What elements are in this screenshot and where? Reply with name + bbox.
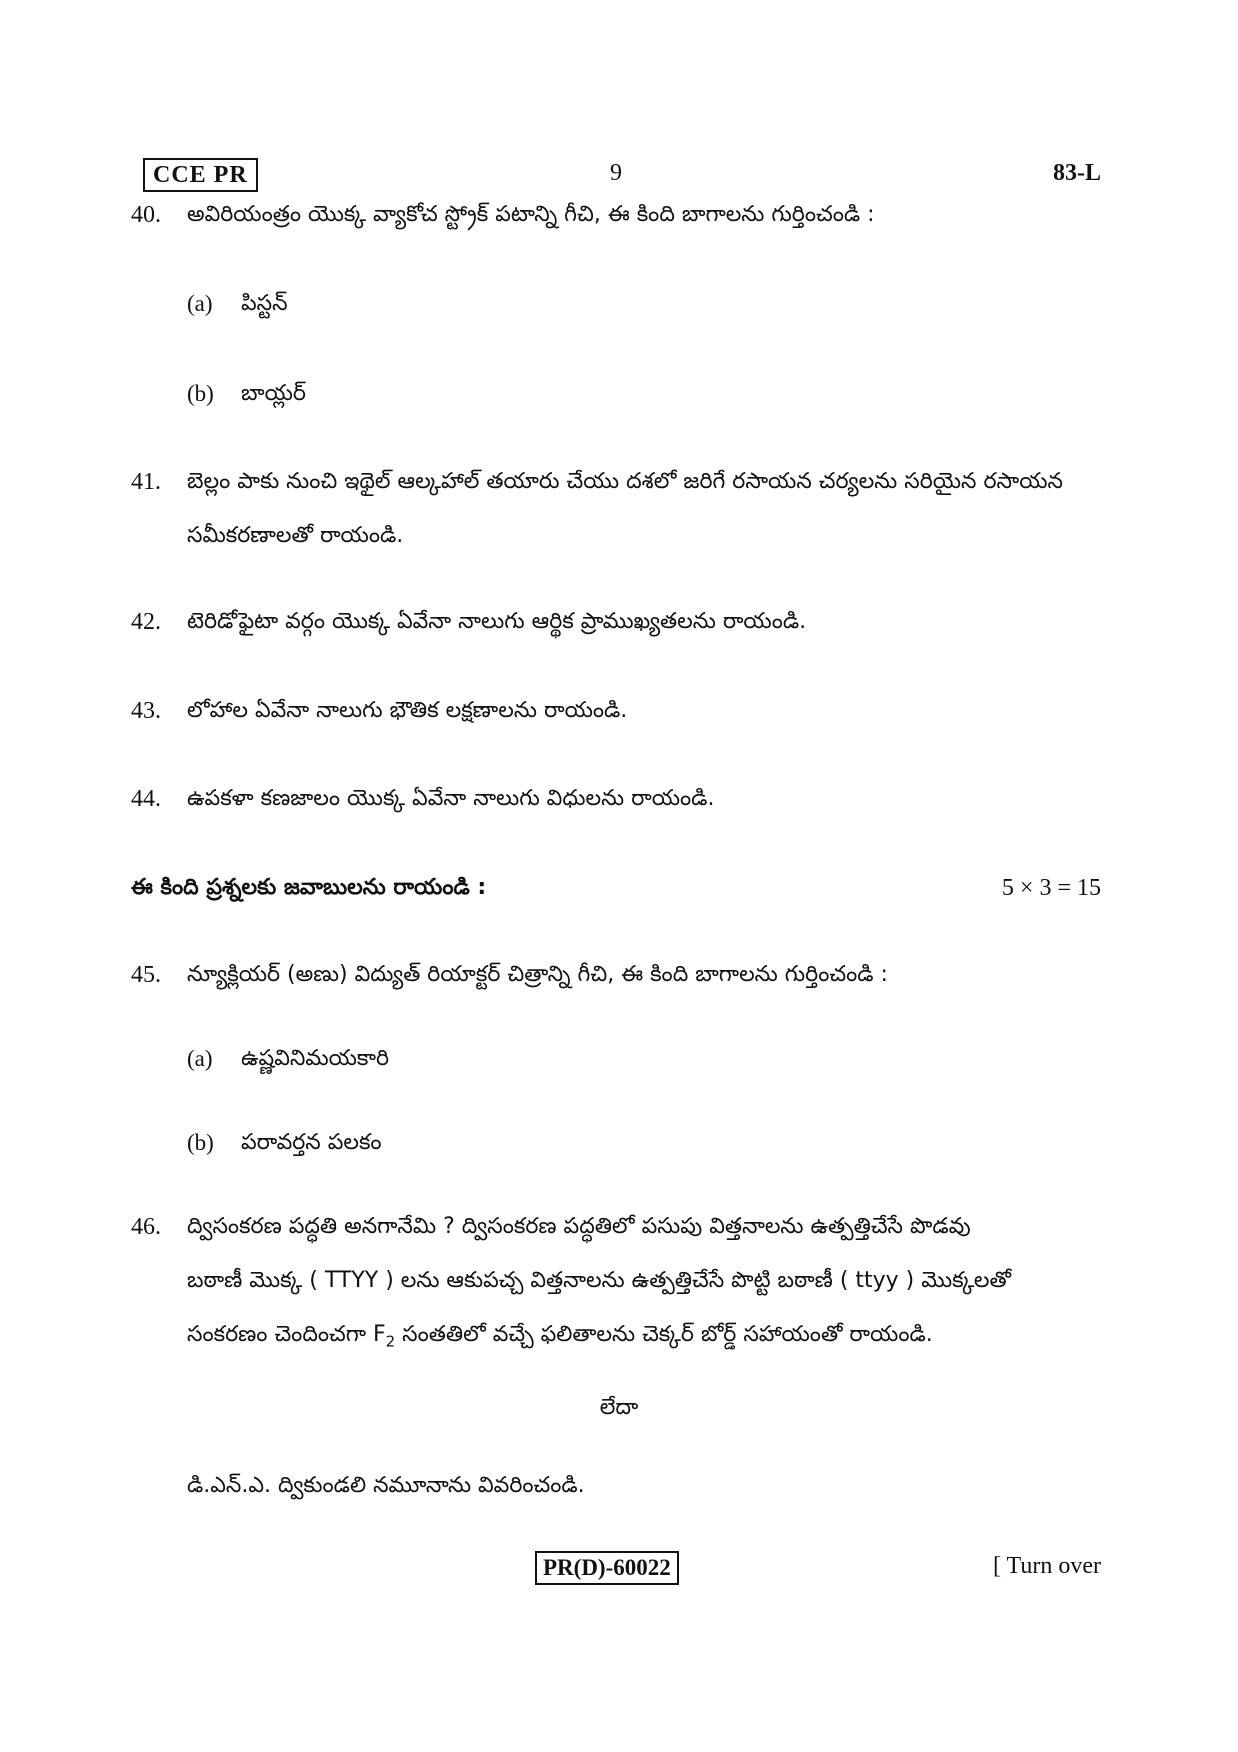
section-marks: 5 × 3 = 15 — [1001, 875, 1101, 901]
question-45-part-a-text: ఉష్ణవినిమయకారి — [241, 1046, 390, 1071]
page-number: 9 — [610, 160, 622, 186]
question-41-text: బెల్లం పాకు నుంచి ఇథైల్ ఆల్కహాల్ తయారు చేయు దశలో జరిగే రసాయన చర్యలను సరియైన రసాయన సమీకరణాలతో రాయండి. — [187, 469, 1063, 548]
section-instruction: ఈ కింది ప్రశ్నలకు జవాబులను రాయండి : — [131, 875, 487, 900]
question-42-number: 42. — [131, 609, 161, 635]
question-45-part-b-label: (b) — [187, 1130, 214, 1155]
question-42-text: టెరిడోఫైటా వర్గం యొక్క ఏవేనా నాలుగు ఆర్థిక ప్రాముఖ్యతలను రాయండి. — [187, 609, 807, 634]
question-46-line-3 — [187, 1318, 933, 1358]
question-40-number: 40. — [131, 202, 161, 228]
question-45-number: 45. — [131, 962, 161, 988]
question-46-alternative: డి.ఎన్.ఎ. ద్వికుండలి నమూనాను వివరించండి. — [187, 1473, 585, 1498]
question-40-part-b-label: (b) — [187, 381, 214, 406]
paper-code: 83-L — [1053, 160, 1101, 186]
question-43-number: 43. — [131, 698, 161, 724]
question-40-text: అవిరియంత్రం యొక్క వ్యాకోచ స్ట్రోక్ పటాన్ని గీచి, ఈ కింది బాగాలను గుర్తించండి : — [187, 202, 875, 227]
question-45-text: న్యూక్లియర్ (అణు) విద్యుత్ రియాక్టర్ చిత్రాన్ని గీచి, ఈ కింది బాగాలను గుర్తించండి : — [187, 962, 888, 987]
question-40-part-b-text: బాయ్లర్ — [241, 381, 306, 406]
question-40-part-a-text: పిస్టన్ — [241, 291, 288, 316]
question-46-f-subscript: 2 — [385, 1332, 396, 1351]
question-46-line-3-post: సంతతిలో వచ్చే ఫలితాలను చెక్కర్ బోర్డ్ సహాయంతో రాయండి. — [395, 1322, 933, 1347]
question-45-part-a-label: (a) — [187, 1046, 213, 1071]
turn-over-label: [ Turn over — [992, 1553, 1101, 1579]
question-46-line-2: బఠాణీ మొక్క ( TTYY ) లను ఆకుపచ్చ విత్తనాలను ఉత్పత్తిచేసే పొట్టి బఠాణీ ( ttyy ) మొక్కలతో — [187, 1268, 1011, 1293]
footer-code-box: PR(D)-60022 — [535, 1551, 679, 1585]
question-40-part-a-label: (a) — [187, 291, 213, 316]
question-46-number: 46. — [131, 1214, 161, 1240]
question-44-number: 44. — [131, 786, 161, 812]
or-separator: లేదా — [599, 1395, 639, 1420]
question-44-text: ఉపకళా కణజాలం యొక్క ఏవేనా నాలుగు విధులను రాయండి. — [187, 786, 715, 811]
question-45-part-b-text: పరావర్తన పలకం — [241, 1130, 382, 1155]
header-series-box: CCE PR — [143, 158, 258, 192]
question-43-text: లోహాల ఏవేనా నాలుగు భౌతిక లక్షణాలను రాయండి. — [187, 698, 628, 723]
question-46-line-1: ద్విసంకరణ పద్ధతి అనగానేమి ? ద్విసంకరణ పద్ధతిలో పసుపు విత్తనాలను ఉత్పత్తిచేసే పొడవు — [187, 1214, 971, 1239]
question-46-line-3-pre: సంకరణం చెందించగా F — [187, 1322, 386, 1347]
question-41-number: 41. — [131, 469, 161, 495]
